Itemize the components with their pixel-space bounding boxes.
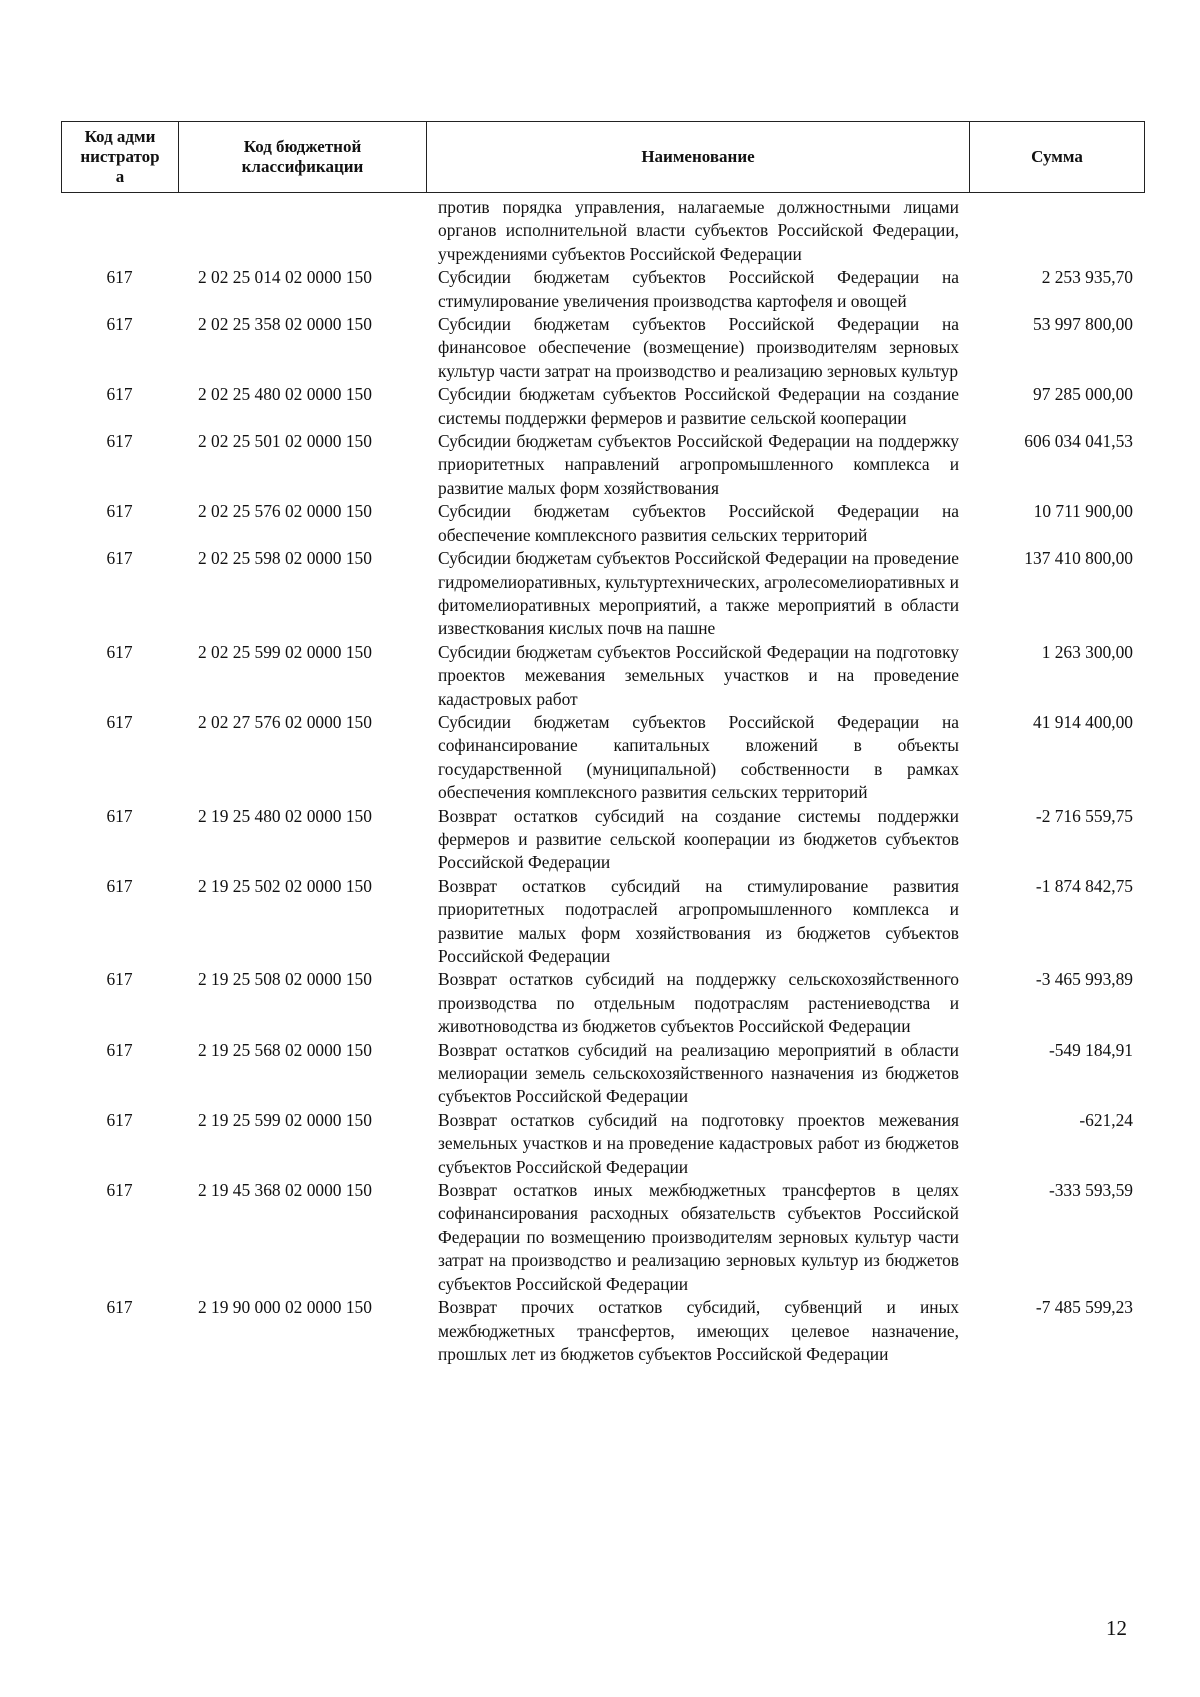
cell-sum: 53 997 800,00 [1033, 314, 1133, 335]
table-row [61, 266, 1145, 313]
cell-admin-code: 617 [106, 805, 133, 826]
cell-sum: 10 711 900,00 [1033, 501, 1133, 522]
cell-budget-code: 2 19 45 368 02 0000 150 [198, 1180, 372, 1201]
cell-name: Субсидии бюджетам субъектов Российской Федерации на финансовое обеспечение (возмещение) производителям зерновых культур части затрат на производство и реализацию зерновых культур [438, 314, 959, 381]
cell-sum: -333 593,59 [1048, 1180, 1133, 1201]
page-number: 12 [1106, 1616, 1127, 1640]
table-row [61, 383, 1145, 430]
cell-sum: -7 485 599,23 [1035, 1297, 1133, 1318]
table-row [61, 641, 1145, 711]
header-name-label: Наименование [641, 147, 755, 166]
cell-admin-code: 617 [106, 501, 133, 522]
cell-admin-code: 617 [106, 267, 133, 288]
cell-name: Субсидии бюджетам субъектов Российской Федерации на софинансирование капитальных вложений в объекты государственной (муниципальной) собственности в рамках обеспечения комплексного развития сельских территорий [438, 711, 959, 803]
cell-budget-code: 2 19 25 599 02 0000 150 [198, 1109, 372, 1130]
cell-name: Возврат остатков субсидий на подготовку проектов межевания земельных участков и на проведение кадастровых работ из бюджетов субъектов Российской Федерации [438, 1109, 959, 1177]
cell-name: Субсидии бюджетам субъектов Российской Федерации на проведение гидромелиоративных, культуртехнических, агролесомелиоративных и фитомелиоративных мероприятий, а также мероприятий в области известкования кислых почв на пашне [438, 548, 959, 639]
table-row [61, 1109, 1145, 1179]
header-name [427, 122, 970, 192]
cell-admin-code: 617 [106, 1180, 133, 1201]
cell-admin-code: 617 [106, 1039, 133, 1060]
cell-budget-code: 2 19 90 000 02 0000 150 [198, 1297, 372, 1318]
table-row [61, 805, 1145, 875]
table-row [61, 1296, 1145, 1366]
header-budget-code-label: Код бюджетной классификации [241, 137, 364, 176]
cell-sum: -549 184,91 [1048, 1039, 1133, 1060]
cell-budget-code: 2 02 25 014 02 0000 150 [198, 267, 372, 288]
cell-sum: 41 914 400,00 [1033, 711, 1133, 732]
table-row [61, 1179, 1145, 1296]
cell-name: Возврат остатков субсидий на поддержку сельскохозяйственного производства по отдельным подотраслям растениеводства и животноводства из бюджетов субъектов Российской Федерации [438, 969, 959, 1037]
cell-sum: -1 874 842,75 [1035, 875, 1133, 896]
cell-name: Возврат остатков субсидий на стимулирование развития приоритетных подотраслей агропромышленного комплекса и развитие малых форм хозяйствования из бюджетов субъектов Российской Федерации [438, 875, 959, 966]
header-admin-code [62, 122, 179, 192]
cell-sum: -3 465 993,89 [1035, 969, 1133, 990]
cell-budget-code: 2 02 25 598 02 0000 150 [198, 548, 372, 569]
cell-budget-code: 2 19 25 480 02 0000 150 [198, 805, 372, 826]
cell-name: Возврат остатков субсидий на создание системы поддержки фермеров и развитие сельской кооперации из бюджетов субъектов Российской Федерации [438, 805, 959, 873]
table-row [61, 313, 1145, 383]
cell-budget-code: 2 02 25 358 02 0000 150 [198, 314, 372, 335]
cell-name: Субсидии бюджетам субъектов Российской Федерации на создание системы поддержки фермеров и развитие сельской кооперации [438, 384, 959, 428]
cell-budget-code: 2 02 25 501 02 0000 150 [198, 431, 372, 452]
cell-admin-code: 617 [106, 1297, 133, 1318]
cell-admin-code: 617 [106, 875, 133, 896]
cell-admin-code: 617 [106, 969, 133, 990]
cell-name: Возврат прочих остатков субсидий, субвенций и иных межбюджетных трансфертов, имеющих целевое назначение, прошлых лет из бюджетов субъектов Российской Федерации [438, 1297, 959, 1364]
cell-admin-code: 617 [106, 431, 133, 452]
cell-sum: 2 253 935,70 [1041, 267, 1133, 288]
cell-budget-code [178, 196, 426, 266]
table-body [61, 196, 1145, 1366]
table-row [61, 547, 1145, 641]
cell-admin-code: 617 [106, 548, 133, 569]
cell-sum: 97 285 000,00 [1033, 384, 1133, 405]
cell-name: против порядка управления, налагаемые должностными лицами органов исполнительной власти субъектов Российской Федерации, учреждениями субъектов Российской Федерации [438, 197, 959, 264]
table-row [61, 500, 1145, 547]
cell-admin-code: 617 [106, 711, 133, 732]
cell-budget-code: 2 02 27 576 02 0000 150 [198, 711, 372, 732]
cell-name: Субсидии бюджетам субъектов Российской Федерации на подготовку проектов межевания земельных участков и на проведение кадастровых работ [438, 641, 959, 709]
cell-budget-code: 2 19 25 502 02 0000 150 [198, 875, 372, 896]
cell-sum: 1 263 300,00 [1041, 641, 1133, 662]
cell-budget-code: 2 02 25 576 02 0000 150 [198, 501, 372, 522]
table-row [61, 1039, 1145, 1109]
header-budget-code [179, 122, 427, 192]
cell-budget-code: 2 02 25 599 02 0000 150 [198, 641, 372, 662]
cell-admin-code: 617 [106, 384, 133, 405]
cell-name: Возврат остатков субсидий на реализацию мероприятий в области мелиорации земель сельскохозяйственного назначения из бюджетов субъектов Российской Федерации [438, 1039, 959, 1107]
header-admin-code-label: Код администратора [80, 127, 160, 186]
table-row [61, 196, 1145, 266]
table-row [61, 711, 1145, 805]
cell-admin-code [61, 196, 178, 266]
cell-name: Субсидии бюджетам субъектов Российской Федерации на обеспечение комплексного развития сельских территорий [438, 501, 959, 545]
cell-name: Субсидии бюджетам субъектов Российской Федерации на поддержку приоритетных направлений агропромышленного комплекса и развитие малых форм хозяйствования [438, 431, 959, 498]
cell-budget-code: 2 19 25 508 02 0000 150 [198, 969, 372, 990]
cell-name: Возврат остатков иных межбюджетных трансфертов в целях софинансирования расходных обязательств субъектов Российской Федерации по возмещению производителям зерновых культур части затрат на производство и реализацию зерновых культур из бюджетов субъектов Российской Федерации [438, 1180, 959, 1294]
cell-name: Субсидии бюджетам субъектов Российской Федерации на стимулирование увеличения производства картофеля и овощей [438, 267, 959, 311]
cell-sum: -2 716 559,75 [1035, 805, 1133, 826]
cell-sum: -621,24 [1079, 1109, 1133, 1130]
header-sum-label: Сумма [1031, 147, 1083, 166]
cell-budget-code: 2 19 25 568 02 0000 150 [198, 1039, 372, 1060]
header-sum [970, 122, 1144, 192]
cell-admin-code: 617 [106, 641, 133, 662]
cell-admin-code: 617 [106, 1109, 133, 1130]
cell-sum [969, 196, 1143, 266]
table-row [61, 875, 1145, 969]
table-row [61, 968, 1145, 1038]
cell-sum: 606 034 041,53 [1024, 431, 1133, 452]
table-header [61, 121, 1145, 193]
table-row [61, 430, 1145, 500]
cell-budget-code: 2 02 25 480 02 0000 150 [198, 384, 372, 405]
cell-admin-code: 617 [106, 314, 133, 335]
cell-sum: 137 410 800,00 [1024, 548, 1133, 569]
